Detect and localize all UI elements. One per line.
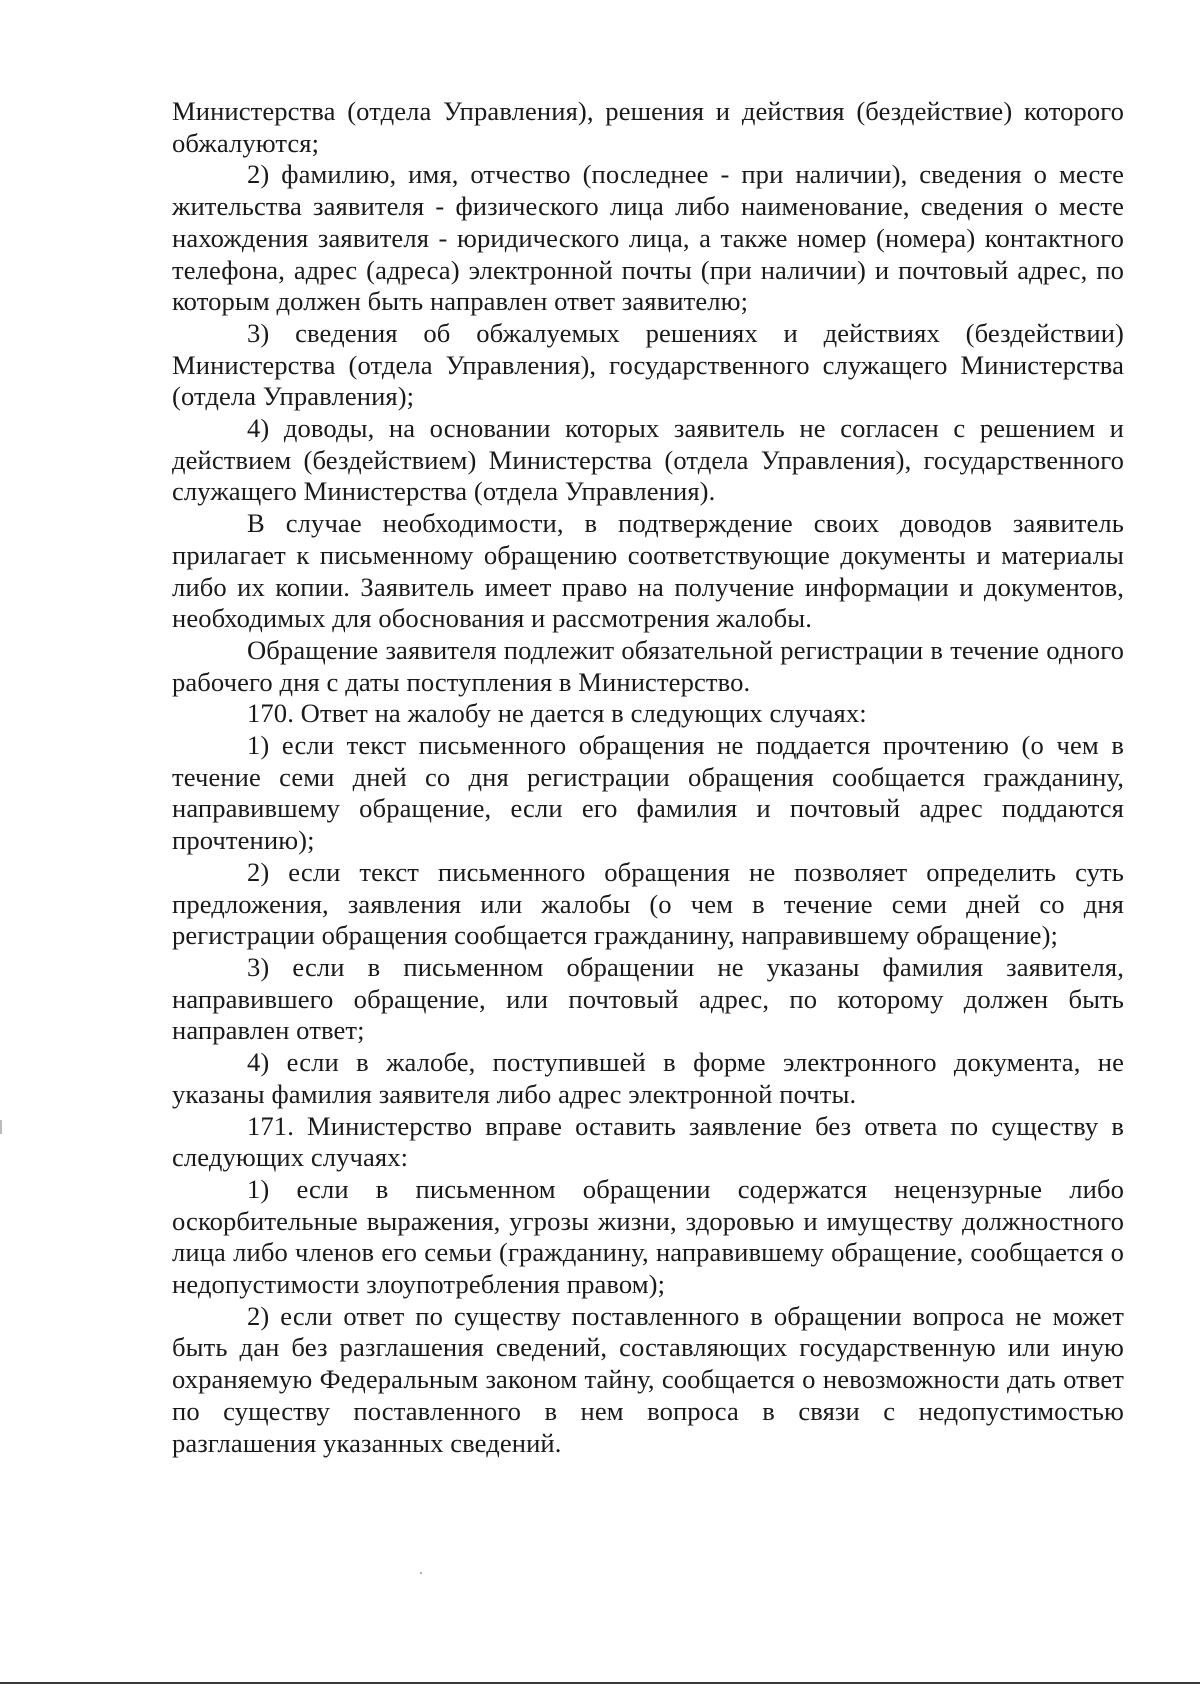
paragraph-continuation: Министерства (отдела Управления), решения и действия (бездействие) которого обжалуются;	[172, 96, 1124, 158]
paragraph-170-item-3: 3) если в письменном обращении не указаны фамилия заявителя, направившего обращение, или почтовый адрес, по которому должен быть направлен ответ;	[172, 951, 1124, 1046]
document-body	[172, 96, 1124, 1459]
scan-bottom-line	[0, 1682, 1200, 1684]
paragraph-171-item-1: 1) если в письменном обращении содержатся нецензурные либо оскорбительные выражения, угрозы жизни, здоровью и имуществу должностного лица либо членов его семьи (гражданину, направившему обращение, сообщается о недопустимости злоупотребления правом);	[172, 1173, 1124, 1300]
paragraph-171-item-2: 2) если ответ по существу поставленного в обращении вопроса не может быть дан без разглашения сведений, составляющих государственную или иную охраняемую Федеральным законом тайну, сообщается о невозможности дать ответ по существу поставленного в нем вопроса в связи с недопустимостью разглашения указанных сведений.	[172, 1300, 1124, 1458]
paragraph-registration: Обращение заявителя подлежит обязательной регистрации в течение одного рабочего дня с даты поступления в Министерство.	[172, 634, 1124, 697]
scan-speck	[420, 1572, 422, 1574]
paragraph-supporting-documents: В случае необходимости, в подтверждение своих доводов заявитель прилагает к письменному обращению соответствующие документы и материалы либо их копии. Заявитель имеет право на получение информации и документов, необходимых для обоснования и рассмотрения жалобы.	[172, 508, 1124, 634]
paragraph-170-item-2: 2) если текст письменного обращения не позволяет определить суть предложения, заявления или жалобы (о чем в течение семи дней со дня регистрации обращения сообщается гражданину, направившему обращение);	[172, 856, 1124, 951]
paragraph-clause-171: 171. Министерство вправе оставить заявление без ответа по существу в следующих случаях:	[172, 1110, 1124, 1173]
paragraph-item-2: 2) фамилию, имя, отчество (последнее - при наличии), сведения о месте жительства заявителя - физического лица либо наименование, сведения о месте нахождения заявителя - юридического лица, а также номер (номера) контактного телефона, адрес (адреса) электронной почты (при наличии) и почтовый адрес, по которым должен быть направлен ответ заявителю;	[172, 159, 1124, 317]
paragraph-170-item-1: 1) если текст письменного обращения не поддается прочтению (о чем в течение семи дней со дня регистрации обращения сообщается гражданину, направившему обращение, если его фамилия и почтовый адрес поддаются прочтению);	[172, 730, 1124, 856]
paragraph-clause-170: 170. Ответ на жалобу не дается в следующих случаях:	[247, 698, 867, 729]
paragraph-170-item-4: 4) если в жалобе, поступившей в форме электронного документа, не указаны фамилия заявителя либо адрес электронной почты.	[172, 1047, 1124, 1109]
paragraph-item-4: 4) доводы, на основании которых заявитель не согласен с решением и действием (бездействием) Министерства (отдела Управления), государственного служащего Министерства (отдела Управления).	[172, 413, 1124, 507]
scan-edge-mark	[0, 1120, 2, 1134]
paragraph-item-3: 3) сведения об обжалуемых решениях и действиях (бездействии) Министерства (отдела Управления), государственного служащего Министерства (отдела Управления);	[172, 317, 1124, 412]
